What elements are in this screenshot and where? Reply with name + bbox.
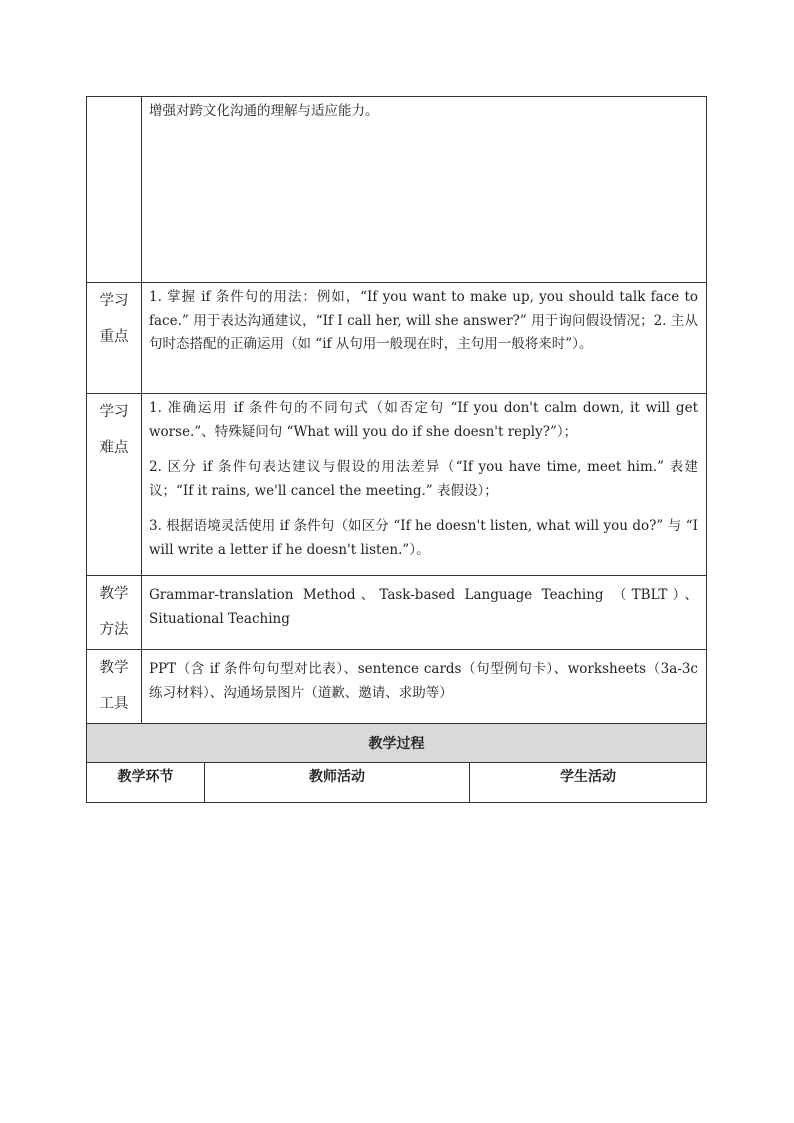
methods-label-1: 教学 (99, 586, 129, 602)
key-points-text: 1. 掌握 if 条件句的用法：例如，“If you want to make up, you should talk face to face.” 用于表达沟通建议，“If I call her, will she answer?” 用于询问假设情况；2. 主从句时态搭配的正确运用（如 “if 从句用一般现在时，主句用一般将来时”）。 (149, 289, 698, 352)
lesson-info-table (86, 96, 707, 724)
methods-content (142, 576, 707, 650)
tools-label-1: 教学 (99, 660, 129, 676)
process-title: 教学过程 (87, 724, 707, 763)
column-student-activity: 学生活动 (470, 763, 707, 803)
key-points-content (142, 283, 707, 394)
key-points-label (87, 283, 142, 394)
difficulty-item-2: 2. 区分 if 条件句表达建议与假设的用法差异（“If you have time, meet him.” 表建议；“If it rains, we'll cancel the meeting.” 表假设）； (149, 459, 698, 499)
difficulty-item-3: 3. 根据语境灵活使用 if 条件句（如区分 “If he doesn't listen, what will you do?” 与 “I will write a letter if he doesn't listen.”）。 (149, 518, 698, 558)
culture-row (87, 97, 707, 283)
culture-text: 增强对跨文化沟通的理解与适应能力。 (149, 103, 379, 119)
methods-label-2: 方法 (99, 622, 129, 638)
tools-text: PPT（含 if 条件句句型对比表）、sentence cards（句型例句卡）、worksheets（3a-3c 练习材料）、沟通场景图片（道歉、邀请、求助等） (149, 661, 698, 701)
methods-text: Grammar-translation Method、Task-based Language Teaching （TBLT）、Situational Teaching (149, 587, 698, 627)
process-header-row (87, 724, 707, 763)
difficulties-label (87, 394, 142, 576)
key-points-label-2: 重点 (99, 329, 129, 345)
methods-row (87, 576, 707, 650)
difficulties-label-1: 学习 (99, 404, 129, 420)
process-columns-row (87, 763, 707, 803)
column-stage: 教学环节 (87, 763, 205, 803)
difficulties-content (142, 394, 707, 576)
key-points-row (87, 283, 707, 394)
key-points-label-1: 学习 (99, 293, 129, 309)
teaching-process-table (86, 723, 707, 803)
tools-row (87, 650, 707, 724)
difficulties-label-2: 难点 (99, 440, 129, 456)
culture-content (142, 97, 707, 283)
lesson-plan-sheet (86, 96, 707, 803)
tools-label (87, 650, 142, 724)
methods-label (87, 576, 142, 650)
column-teacher-activity: 教师活动 (205, 763, 470, 803)
difficulty-item-1: 1. 准确运用 if 条件句的不同句式（如否定句 “If you don't calm down, it will get worse.”、特殊疑问句 “What will you do if she doesn't reply?”）； (149, 400, 698, 440)
culture-label-cell (87, 97, 142, 283)
difficulties-row (87, 394, 707, 576)
tools-content (142, 650, 707, 724)
tools-label-2: 工具 (99, 696, 129, 712)
